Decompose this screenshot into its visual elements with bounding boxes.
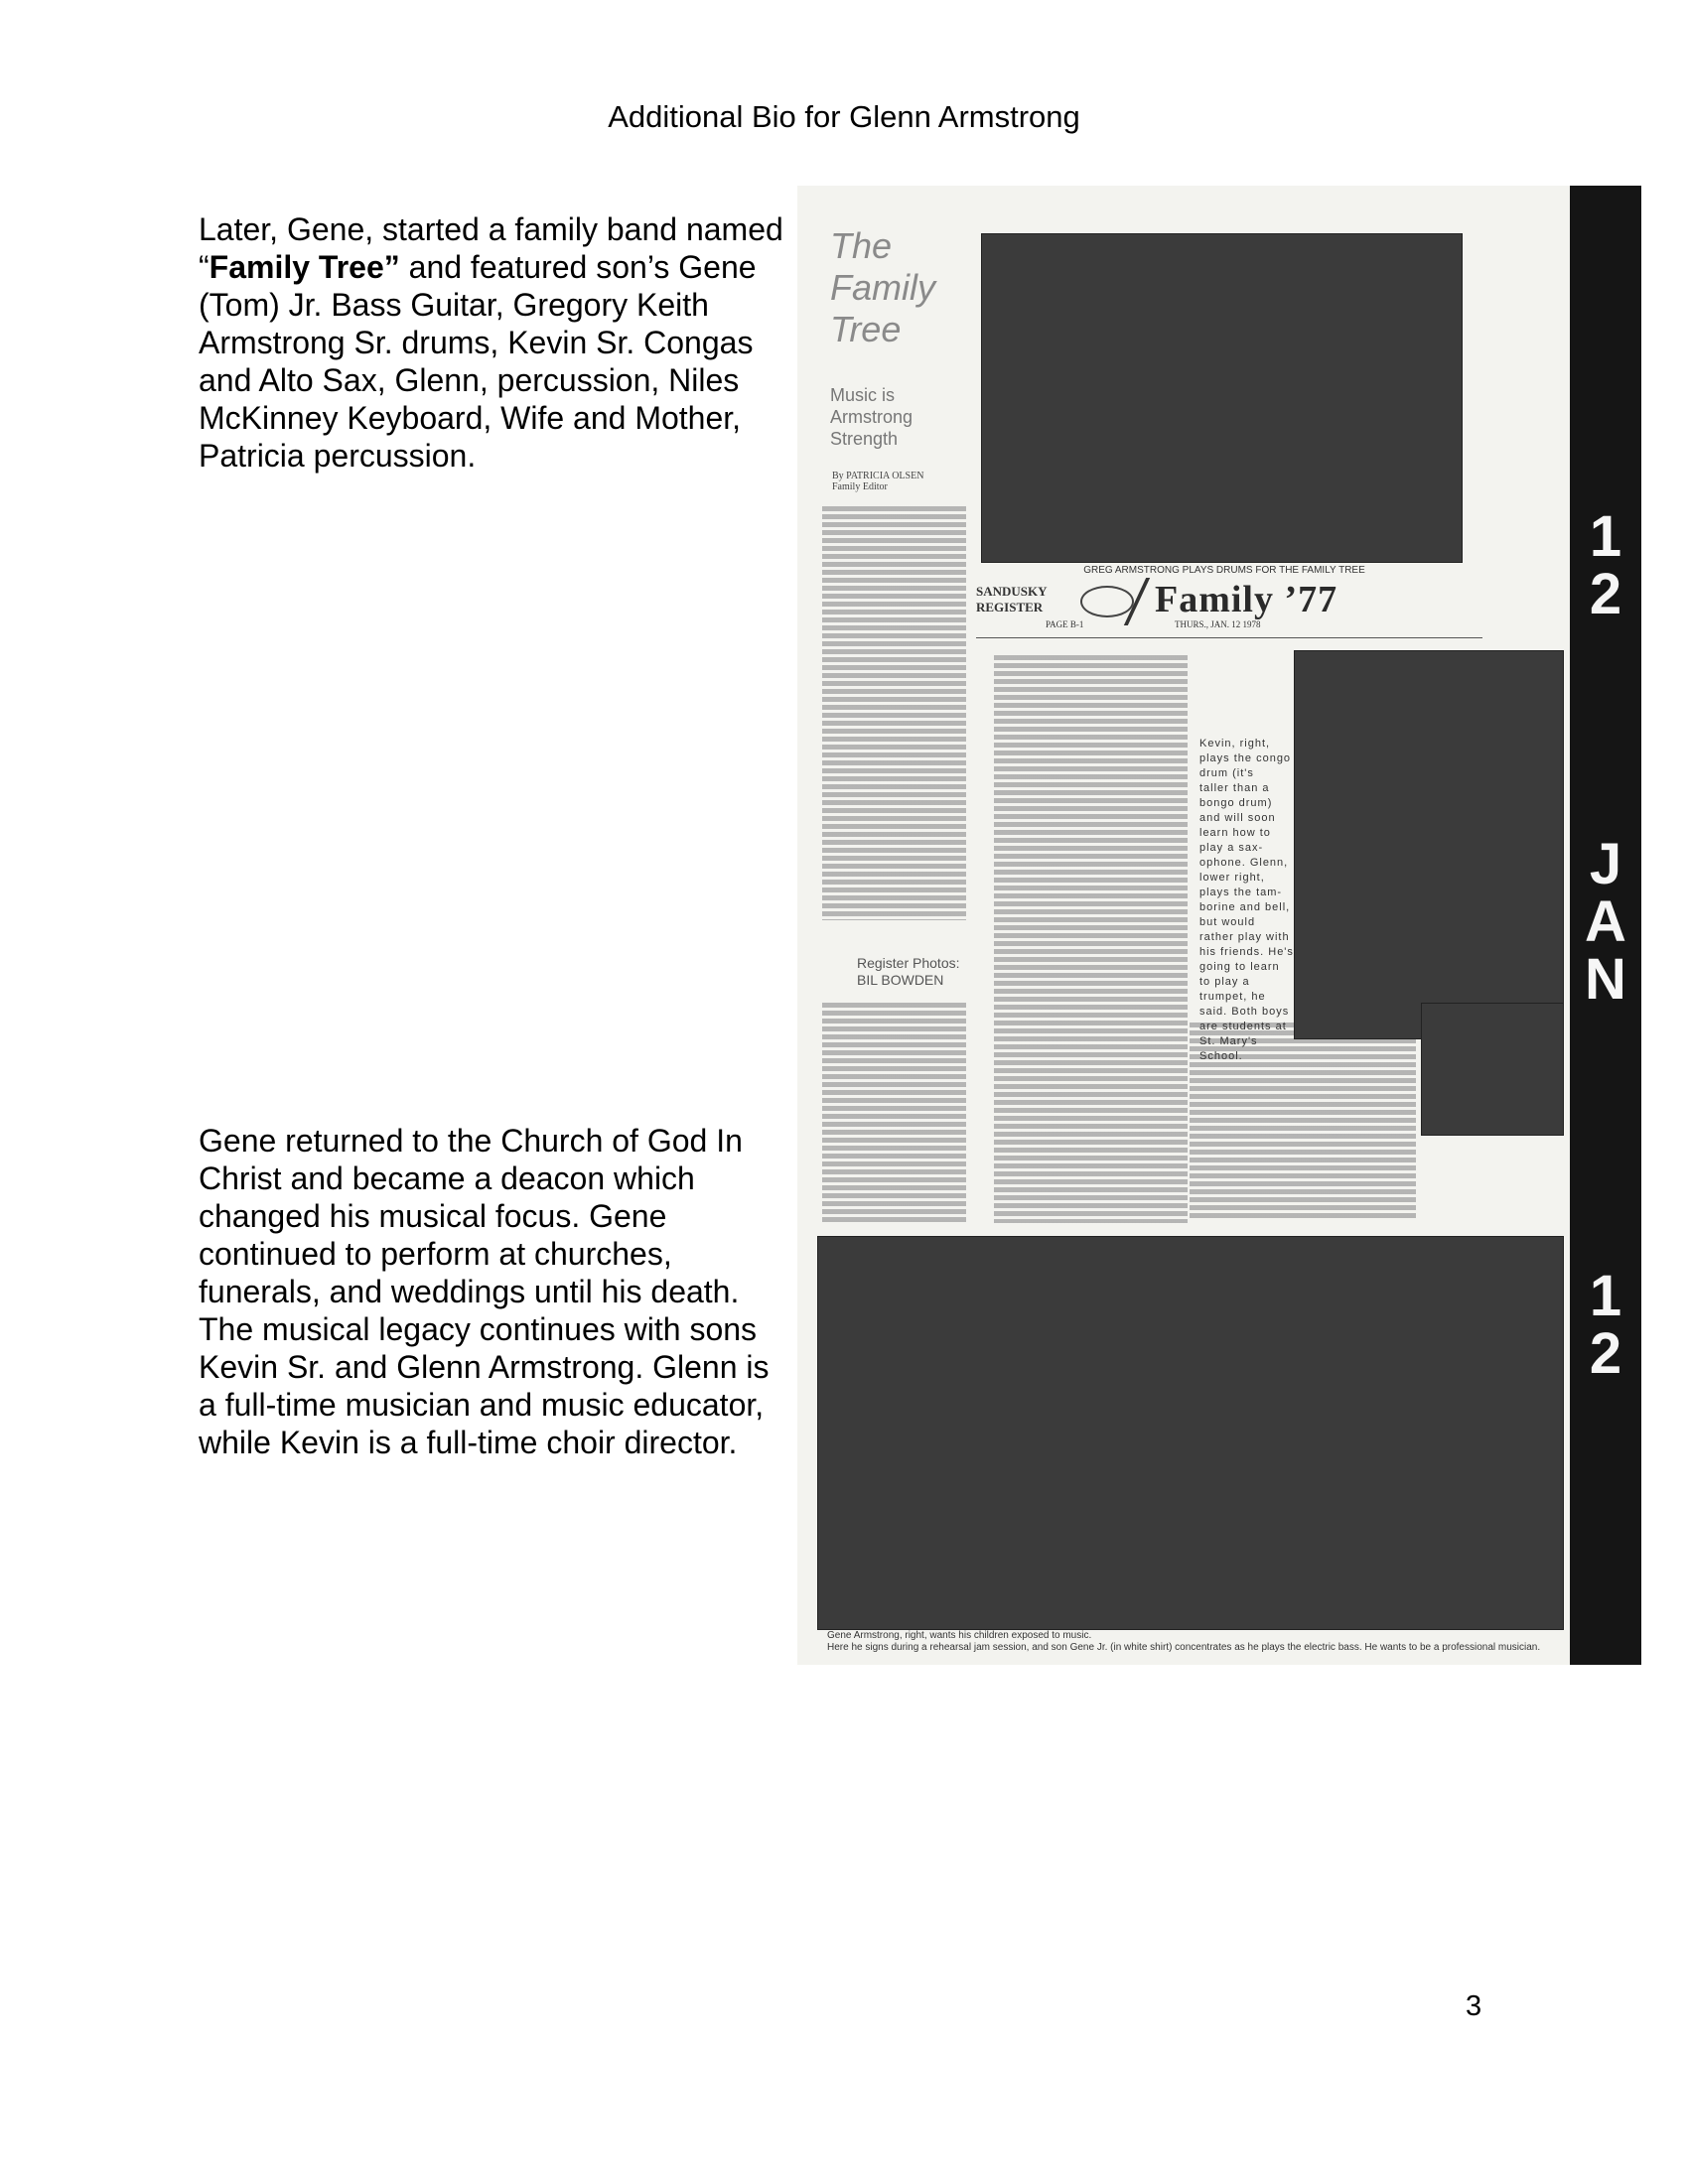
byline-author: By PATRICIA OLSEN [832,471,924,481]
photo-credit-name: BIL BOWDEN [857,972,944,988]
strip-char: J [1589,832,1622,896]
article-text-column [822,503,966,920]
issue-date: THURS., JAN. 12 1978 [1175,619,1261,629]
conga-player-photo [1294,650,1564,1039]
register-banner [976,578,1482,638]
caption-line: learn how to [1199,827,1271,839]
caption-line: are students at [1199,1021,1287,1032]
clipping-byline [832,471,923,492]
drummer-photo-caption: GREG ARMSTRONG PLAYS DRUMS FOR THE FAMILY TREE [1083,565,1365,576]
page-number: 3 [1466,1990,1482,2022]
masthead-line: Tree [830,309,902,349]
caption-line: trumpet, he [1199,991,1266,1003]
strip-char: A [1585,889,1626,954]
paragraph-text-start: Later, Gene, started a family band named “ [199,211,783,285]
subhead-line: Music is [830,385,896,405]
strip-month [1570,832,1641,1012]
strip-char: 2 [1589,1321,1622,1386]
caption-line: lower right, [1199,872,1265,884]
caption-line: drum (it's [1199,767,1254,779]
caption-line: to play a [1199,976,1250,988]
caption-line: borine and bell, [1199,901,1291,913]
caption-line: taller than a [1199,782,1270,794]
caption-line: School. [1199,1050,1243,1062]
paragraph-text-end: and featured son’s Gene (Tom) Jr. Bass Guitar, Gregory Keith Armstrong Sr. drums, Kevin Sr. Congas and Alto Sax, Glenn, percussion, Niles McKinney Keyboard, Wife and Mother, Patricia percussion. [199,249,757,474]
strip-char: 2 [1589,562,1622,626]
newspaper-clipping [797,186,1641,1665]
caption-line: St. Mary's [1199,1035,1258,1047]
page-reference: PAGE B-1 [1046,619,1084,629]
date-strip [1570,186,1641,1665]
caption-line: bongo drum) [1199,797,1273,809]
caption-line: and will soon [1199,812,1276,824]
globe-icon [1080,586,1134,617]
photo-credit [857,955,960,989]
caption-line: Here he signs during a rehearsal jam session, and son Gene Jr. (in white shirt) concentrates as he plays the electric bass. He wants to be a professional musician. [827,1642,1541,1653]
strip-char: 1 [1589,504,1622,569]
section-heading: Family ’77 [1155,579,1338,620]
caption-line: rather play with [1199,931,1290,943]
strip-char: 1 [1589,1264,1622,1328]
strip-day-top [1570,504,1641,626]
musical-legacy-paragraph: Gene returned to the Church of God In Christ and became a deacon which changed his musical focus. Gene continued to perform at churches, funerals, and weddings until his death. The musical legacy continues with sons Kevin Sr. and Glenn Armstrong. Glenn is a full-time musician and music educator, while Kevin is a full-time choir director. [199,1123,770,1460]
article-text-column [822,1000,966,1223]
caption-line: said. Both boys [1199,1006,1290,1018]
caption-line: ophone. Glenn, [1199,857,1289,869]
caption-line: his friends. He's [1199,946,1294,958]
caption-line: play a sax- [1199,842,1264,854]
caption-line: plays the congo [1199,752,1292,764]
masthead-line: The [830,225,893,266]
register-name-line: REGISTER [976,600,1044,614]
caption-line: Kevin, right, [1199,738,1271,750]
article-text-column [994,652,1188,1223]
strip-day-bottom [1570,1264,1641,1386]
masthead-line: Family [830,267,935,308]
drummer-photo [981,233,1463,563]
jam-session-caption [827,1630,1562,1654]
band-name: Family Tree” [209,249,400,285]
register-name-line: SANDUSKY [976,584,1048,599]
clipping-subhead [830,384,913,450]
strip-char: N [1585,947,1626,1012]
subhead-line: Armstrong [830,407,914,427]
caption-line: plays the tam- [1199,887,1283,898]
byline-role: Family Editor [832,481,888,492]
register-name [976,584,1048,615]
jam-session-photo [817,1236,1564,1630]
conga-photo-caption [1199,737,1294,1064]
photo-credit-label: Register Photos: [857,955,960,971]
caption-line: going to learn [1199,961,1280,973]
caption-line: but would [1199,916,1256,928]
family-tree-paragraph [199,210,784,475]
page-title: Additional Bio for Glenn Armstrong [608,99,1080,134]
subhead-line: Strength [830,429,899,449]
tambourine-photo [1421,1003,1564,1136]
caption-line: Gene Armstrong, right, wants his children exposed to music. [827,1630,1092,1641]
clipping-masthead [830,225,935,350]
